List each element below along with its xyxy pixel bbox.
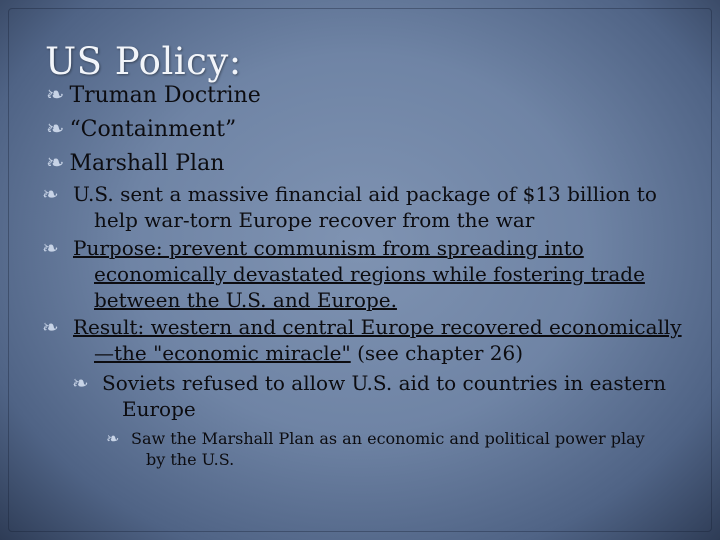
sub-bullet-purpose: ❧ Purpose: prevent communism from spreading into economically devastated regions while fostering trade between the U.S. and Europe. [42,236,645,312]
bullet-truman-doctrine: ❧ Truman Doctrine [46,80,686,112]
sub-bullet-result: ❧ Result: western and central Europe recovered economically—the "economic miracle" (see chapter 26) [42,315,682,365]
bullet-containment: ❧ “Containment” [46,114,686,146]
sub-bullet-aid-package: ❧ U.S. sent a massive financial aid package of $13 billion to help war-torn Europe recover from the war [42,182,657,232]
fleuron-bullet-icon: ❧ [46,83,65,108]
fleuron-bullet-icon: ❧ [46,117,65,142]
level3-soviets-refused: ❧ Soviets refused to allow U.S. aid to countries in eastern Europe [72,371,666,421]
fleuron-bullet-icon: ❧ [46,151,65,176]
bullet-marshall-plan: ❧ Marshall Plan [46,148,686,180]
slide-title: US Policy: [45,40,242,83]
level4-power-play: ❧ Saw the Marshall Plan as an economic and political power play by the U.S. [106,429,645,469]
